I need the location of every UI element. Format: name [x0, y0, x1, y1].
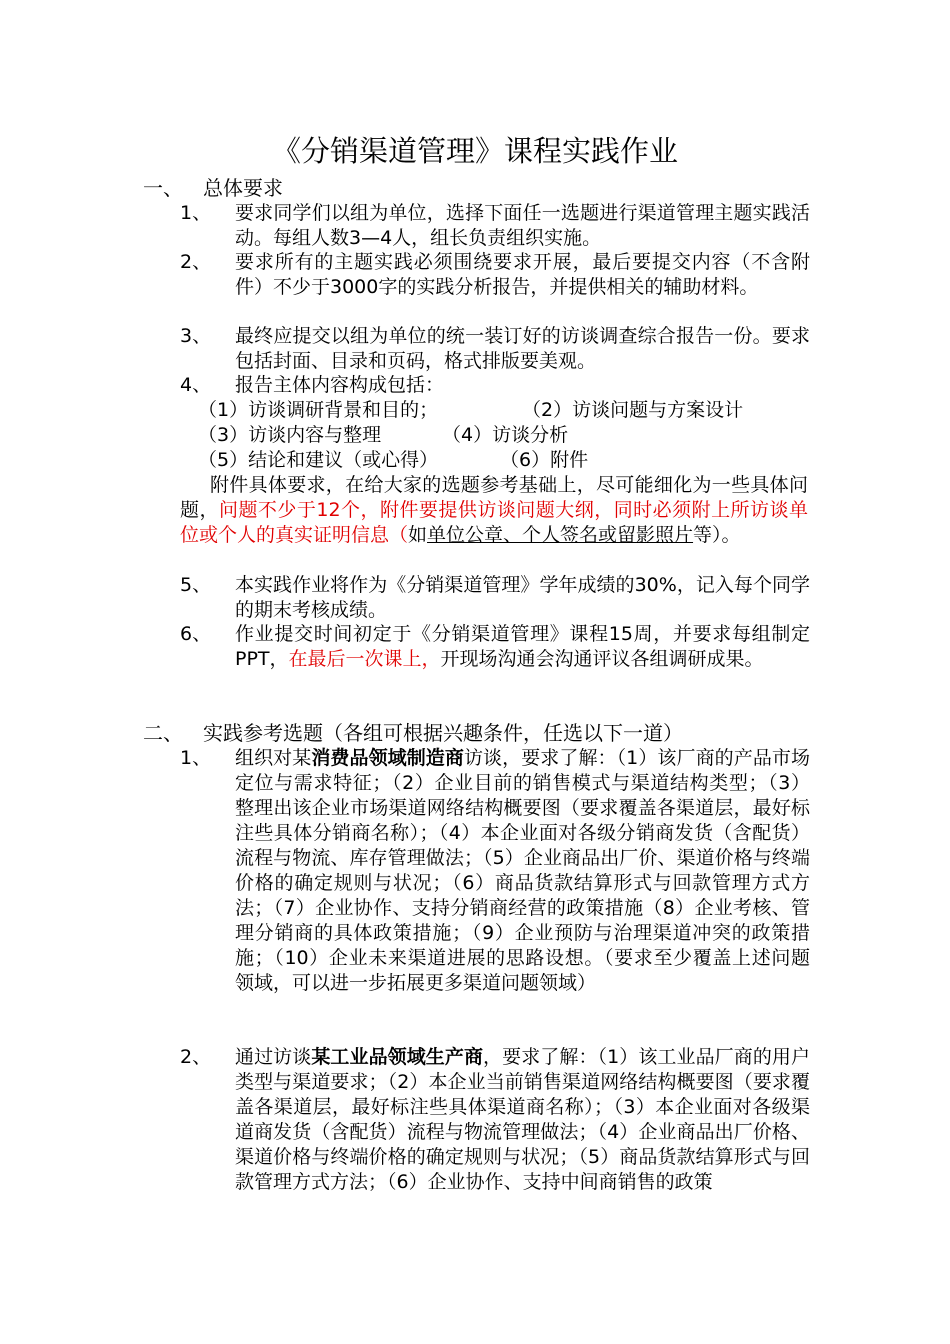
- list-item: [180, 622, 810, 672]
- item-text-part: 作业提交时间初定于《分销渠道管理》课程15周，并要求每组制定PPT，: [235, 623, 810, 670]
- item-number: 6、: [180, 623, 212, 645]
- attachment-text: 附件具体要求，在给大家的选题参考基础上，尽可能细化为一些具体问题，: [180, 474, 808, 521]
- item-text: [235, 622, 810, 672]
- item-number: 2、: [180, 1046, 212, 1068]
- attachment-highlight: 问题不少于12个，附件要提供访谈问题大纲，同时必须附上所访谈单位或个人的真实证明信息（: [180, 499, 808, 546]
- attachment-text: 等）。: [693, 524, 741, 546]
- item-text-part: 组织对某: [235, 747, 312, 769]
- item-text-part: 访谈，要求了解：（1）该厂商的产品市场定位与需求特征；（2）企业目前的销售模式与渠道结构类型；（3）整理出该企业市场渠道网络结构概要图（要求覆盖各渠道层，最好标注些具体分销商名称）；（4）本企业面对各级分销商发货（含配货）流程与物流、库存管理做法；（5）企业商品出厂价、渠道价格与终端价格的确定规则与状况；（6）商品货款结算形式与回款管理方式方法；（7）企业协作、支持分销商经营的政策措施（8）企业考核、管理分销商的具体政策措施；（9）企业预防与治理渠道冲突的政策措施；（10）企业未来渠道进展的思路设想。（要求至少覆盖上述问题领域，可以进一步拓展更多渠道问题领域）: [235, 747, 810, 994]
- item-text: 本实践作业将作为《分销渠道管理》学年成绩的30%，记入每个同学的期末考核成绩。: [235, 574, 810, 621]
- section-2-heading: [143, 720, 683, 746]
- section-1-heading: [143, 175, 283, 201]
- list-item: [180, 746, 810, 996]
- attachment-text: 如: [408, 524, 428, 546]
- sub-item: （6）附件: [500, 449, 589, 471]
- item-number: 5、: [180, 574, 212, 596]
- list-item: [180, 250, 810, 300]
- attachment-requirements: [180, 473, 808, 548]
- item-number: 2、: [180, 251, 212, 273]
- item-number: 1、: [180, 202, 212, 224]
- item-text: 报告主体内容构成包括：: [235, 374, 445, 396]
- item-number: 3、: [180, 325, 212, 347]
- item-text: 最终应提交以组为单位的统一装订好的访谈调查综合报告一份。要求包括封面、目录和页码，格式排版要美观。: [235, 325, 810, 372]
- item-bold: 某工业品领域生产商: [311, 1046, 484, 1068]
- section-title: 总体要求: [203, 176, 283, 200]
- item-text: [235, 1045, 810, 1195]
- item-text: 要求同学们以组为单位，选择下面任一选题进行渠道管理主题实践活动。每组人数3—4人，组长负责组织实施。: [235, 202, 810, 249]
- list-item: [180, 201, 810, 251]
- sub-item: （5）结论和建议（或心得）: [198, 449, 439, 471]
- list-item: [180, 373, 810, 398]
- sub-item: （3）访谈内容与整理: [198, 424, 382, 446]
- section-number: 二、: [143, 721, 183, 745]
- sub-item: （2）访谈问题与方案设计: [522, 399, 744, 421]
- item-text-part: 开现场沟通会沟通评议各组调研成果。: [440, 648, 764, 670]
- attachment-underlined: 单位公章、个人签名或留影照片: [427, 524, 694, 546]
- sub-item: （1）访谈调研背景和目的；: [198, 399, 439, 421]
- section-number: 一、: [143, 176, 183, 200]
- sub-item: （4）访谈分析: [442, 424, 569, 446]
- item-highlight: 在最后一次课上，: [288, 648, 441, 670]
- list-item: [180, 324, 810, 374]
- item-text-part: 通过访谈: [235, 1046, 312, 1068]
- item-text: [235, 746, 810, 996]
- page-title: 《分销渠道管理》课程实践作业: [271, 134, 678, 168]
- item-number: 4、: [180, 374, 212, 396]
- list-item: [180, 573, 810, 623]
- list-item: [180, 1045, 810, 1195]
- item-bold: 消费品领域制造商: [311, 747, 464, 769]
- item-number: 1、: [180, 747, 212, 769]
- item-text-part: ，要求了解：（1）该工业品厂商的用户类型与渠道要求；（2）本企业当前销售渠道网络结构概要图（要求覆盖各渠道层，最好标注些具体渠道商名称）；（3）本企业面对各级渠道商发货（含配货）流程与物流管理做法；（4）企业商品出厂价格、渠道价格与终端价格的确定规则与状况；（5）商品货款结算形式与回款管理方式方法；（6）企业协作、支持中间商销售的政策: [235, 1046, 810, 1193]
- item-text: 要求所有的主题实践必须围绕要求开展，最后要提交内容（不含附件）不少于3000字的实践分析报告，并提供相关的辅助材料。: [235, 251, 810, 298]
- section-title: 实践参考选题（各组可根据兴趣条件，任选以下一道）: [203, 721, 683, 745]
